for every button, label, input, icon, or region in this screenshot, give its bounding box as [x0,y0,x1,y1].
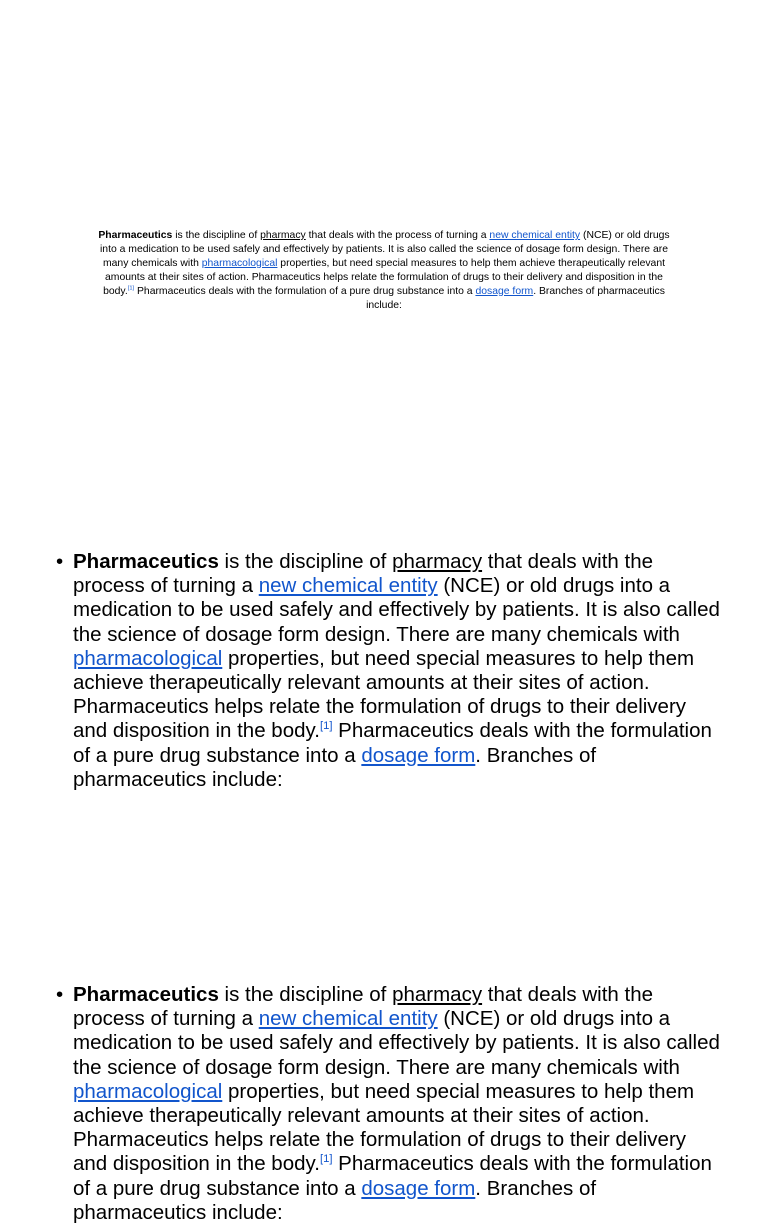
text-segment: that deals with the process of turning a [73,550,654,598]
text-segment: . Branches of pharmaceutics include: [366,285,665,311]
link-new-chemical-entity[interactable]: new chemical entity [258,1007,438,1031]
caption-paragraph [98,229,670,312]
bullet-marker: • [56,983,64,1006]
bullet-text [73,550,724,792]
text-segment: Pharmaceutics deals with the formulation of a pure drug substance into a [73,719,712,767]
text-segment: properties, but need special measures to help them achieve therapeutically relevant amounts at their sites of action. Pharmaceutics helps relate the formulation of drugs to their delivery and disposition in the body. [103,257,665,297]
text-segment: . Branches of pharmaceutics include: [73,1176,597,1224]
citation-superscript[interactable] [320,721,333,733]
link-dosage-form[interactable]: dosage form [361,743,476,767]
bullet-paragraph [56,983,724,1225]
link-pharmacy[interactable]: pharmacy [392,983,483,1006]
citation-link[interactable]: [1] [319,720,333,733]
link-pharmacological[interactable]: pharmacological [73,646,223,670]
link-dosage-form[interactable]: dosage form [475,285,534,297]
text-segment: (NCE) or old drugs into a medication to be used safely and effectively by patients. It is also called the science of dosage form design. There are many chemicals with [73,574,720,646]
text-segment: (NCE) or old drugs into a medication to be used safely and effectively by patients. It is also called the science of dosage form design. There are many chemicals with [73,1007,720,1079]
link-new-chemical-entity[interactable]: new chemical entity [258,574,438,598]
text-segment: is the discipline of [218,550,393,573]
link-new-chemical-entity[interactable]: new chemical entity [489,230,581,241]
text-segment: that deals with the process of turning a [305,230,490,241]
text-segment: that deals with the process of turning a [73,983,654,1031]
link-pharmacological[interactable]: pharmacological [201,257,278,269]
text-segment: (NCE) or old drugs into a medication to be used safely and effectively by patients. It is also called the science of dosage form design. There are many chemicals with [100,230,670,269]
citation-superscript[interactable] [320,1154,333,1166]
bullet-text [73,983,724,1225]
text-segment: properties, but need special measures to help them achieve therapeutically relevant amounts at their sites of action. Pharmaceutics helps relate the formulation of drugs to their delivery and disposition in the body. [73,1079,695,1176]
term-pharmaceutics: Pharmaceutics [73,983,219,1006]
link-pharmacological[interactable]: pharmacological [73,1079,223,1103]
link-pharmacy[interactable]: pharmacy [392,550,483,573]
link-dosage-form[interactable]: dosage form [361,1176,476,1200]
citation-link[interactable]: [1] [127,285,135,292]
text-segment: properties, but need special measures to help them achieve therapeutically relevant amounts at their sites of action. Pharmaceutics helps relate the formulation of drugs to their delivery and disposition in the body. [73,646,695,743]
text-segment: is the discipline of [172,230,261,241]
text-segment: is the discipline of [218,983,393,1006]
bullet-paragraph [56,550,724,792]
link-pharmacy[interactable]: pharmacy [260,230,306,241]
bullet-marker: • [56,550,64,573]
text-segment: . Branches of pharmaceutics include: [73,743,597,791]
text-segment: Pharmaceutics deals with the formulation of a pure drug substance into a [134,285,476,297]
term-pharmaceutics: Pharmaceutics [73,550,219,573]
text-segment: Pharmaceutics deals with the formulation of a pure drug substance into a [73,1152,712,1200]
term-pharmaceutics: Pharmaceutics [98,230,173,241]
citation-link[interactable]: [1] [319,1153,333,1166]
